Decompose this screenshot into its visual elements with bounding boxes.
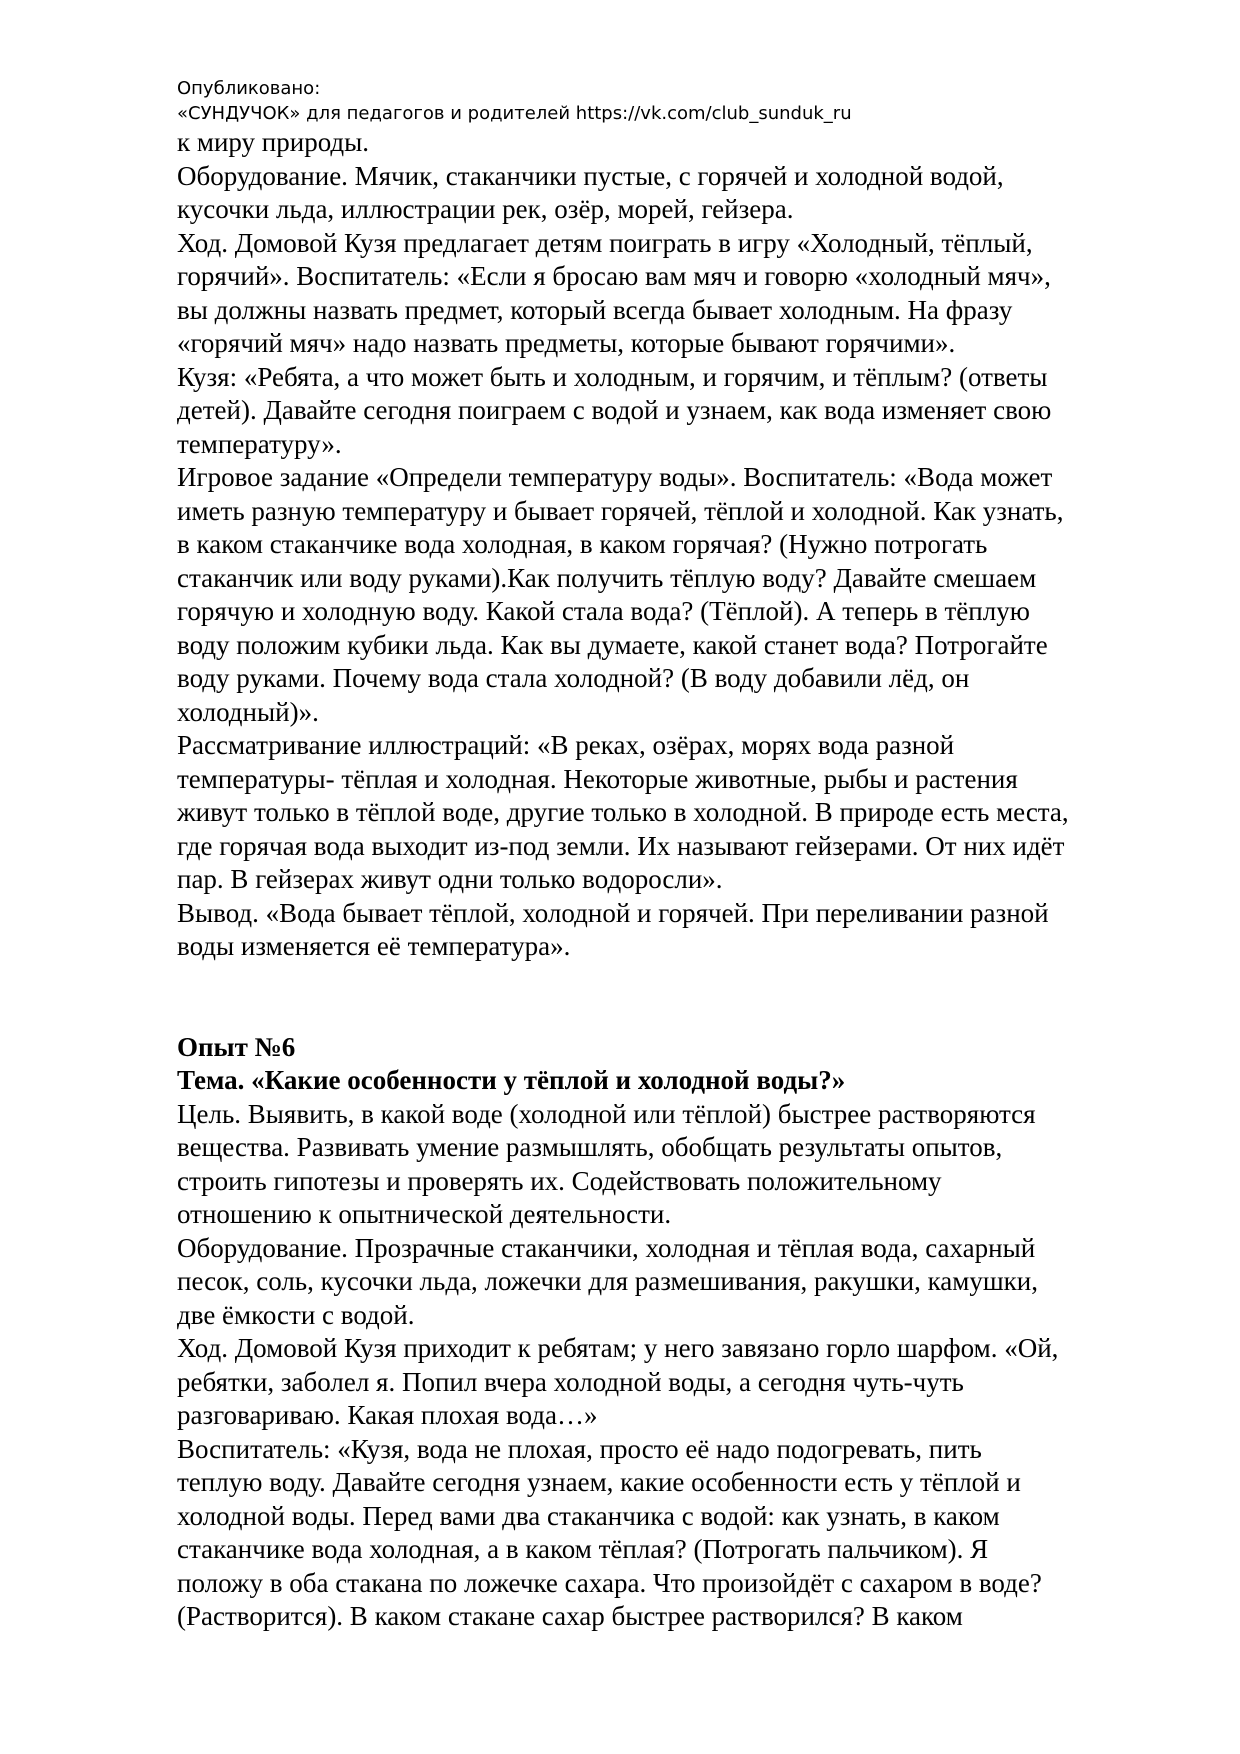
text-line: иметь разную температуру и бывает горячей, тёплой и холодной. Как узнать, xyxy=(177,495,1064,526)
text-line: где горячая вода выходит из-под земли. Их называют гейзерами. От них идёт xyxy=(177,830,1065,861)
text-line: теплую воду. Давайте сегодня узнаем, какие особенности есть у тёплой и xyxy=(177,1467,1021,1497)
text-line: воду положим кубики льда. Как вы думаете, какой станет вода? Потрогайте xyxy=(177,629,1048,660)
text-line: положу в оба стакана по ложечке сахара. Что произойдёт с сахаром в воде? xyxy=(177,1567,1042,1598)
text-line: ребятки, заболел я. Попил вчера холодной воды, а сегодня чуть-чуть xyxy=(177,1366,964,1397)
text-line: две ёмкости с водой. xyxy=(177,1299,415,1330)
text-line: Вывод. «Вода бывает тёплой, холодной и горячей. При переливании разной xyxy=(177,897,1049,928)
text-line: в каком стаканчике вода холодная, в каком горячая? (Нужно потрогать xyxy=(177,529,988,559)
experiment-number: Опыт №6 xyxy=(177,1031,296,1062)
text-line: воды изменяется её температура». xyxy=(177,931,571,961)
text-line: стаканчике вода холодная, а в каком тёплая? (Потрогать пальчиком). Я xyxy=(177,1534,989,1564)
text-line: воду руками. Почему вода стала холодной? (В воду добавили лёд, он xyxy=(177,663,970,693)
text-line: Цель. Выявить, в какой воде (холодной или тёплой) быстрее растворяются xyxy=(177,1098,1036,1129)
text-line: температуры- тёплая и холодная. Некоторые животные, рыбы и растения xyxy=(177,763,1018,794)
text-line: Оборудование. Прозрачные стаканчики, холодная и тёплая вода, сахарный xyxy=(177,1232,1036,1263)
document-body xyxy=(177,126,1157,1634)
text-line: «горячий мяч» надо назвать предметы, которые бывают горячими». xyxy=(177,328,956,358)
text-line: стаканчик или воду руками).Как получить тёплую воду? Давайте смешаем xyxy=(177,562,1037,593)
text-line: холодный)». xyxy=(177,696,319,727)
text-block-after xyxy=(177,1098,1157,1634)
text-line: детей). Давайте сегодня поиграем с водой и узнаем, как вода изменяет свою xyxy=(177,395,1052,425)
text-line: температуру». xyxy=(177,428,342,459)
published-label: Опубликовано: xyxy=(177,78,321,99)
text-line: Игровое задание «Определи температуру воды». Воспитатель: «Вода может xyxy=(177,462,1053,492)
text-line: горячий». Воспитатель: «Если я бросаю вам мяч и говорю «холодный мяч», xyxy=(177,261,1051,291)
text-line: строить гипотезы и проверять их. Содействовать положительному xyxy=(177,1165,942,1196)
text-line: холодной воды. Перед вами два стаканчика с водой: как узнать, в каком xyxy=(177,1500,1000,1531)
publication-header xyxy=(177,76,852,126)
text-line: Кузя: «Ребята, а что может быть и холодным, и горячим, и тёплым? (ответы xyxy=(177,361,1048,392)
text-line: разговариваю. Какая плохая вода…» xyxy=(177,1400,598,1430)
section-gap xyxy=(177,964,1157,1031)
text-line: вы должны назвать предмет, который всегда бывает холодным. На фразу xyxy=(177,294,1013,325)
text-line: живут только в тёплой воде, другие только в холодной. В природе есть места, xyxy=(177,797,1069,827)
text-line: вещества. Развивать умение размышлять, обобщать результаты опытов, xyxy=(177,1132,1003,1162)
text-line: Рассматривание иллюстраций: «В реках, озёрах, морях вода разной xyxy=(177,730,955,760)
text-line: горячую и холодную воду. Какой стала вода? (Тёплой). А теперь в тёплую xyxy=(177,596,1030,626)
text-line: пар. В гейзерах живут одни только водоросли». xyxy=(177,864,723,894)
text-line: кусочки льда, иллюстрации рек, озёр, морей, гейзера. xyxy=(177,194,794,224)
source-line: «СУНДУЧОК» для педагогов и родителей https://vk.com/club_sunduk_ru xyxy=(177,103,852,124)
experiment-theme: Тема. «Какие особенности у тёплой и холодной воды?» xyxy=(177,1065,846,1095)
text-line: отношению к опытнической деятельности. xyxy=(177,1199,672,1229)
text-line: к миру природы. xyxy=(177,127,370,157)
text-line: Воспитатель: «Кузя, вода не плохая, просто её надо подогревать, пить xyxy=(177,1433,982,1464)
text-line: Ход. Домовой Кузя предлагает детям поиграть в игру «Холодный, тёплый, xyxy=(177,227,1033,258)
text-block-before xyxy=(177,126,1157,964)
text-line: Оборудование. Мячик, стаканчики пустые, с горячей и холодной водой, xyxy=(177,160,1004,191)
text-line: песок, соль, кусочки льда, ложечки для размешивания, ракушки, камушки, xyxy=(177,1266,1038,1296)
text-line: Ход. Домовой Кузя приходит к ребятам; у него завязано горло шарфом. «Ой, xyxy=(177,1333,1059,1363)
text-line: (Растворится). В каком стакане сахар быстрее растворился? В каком xyxy=(177,1601,963,1631)
